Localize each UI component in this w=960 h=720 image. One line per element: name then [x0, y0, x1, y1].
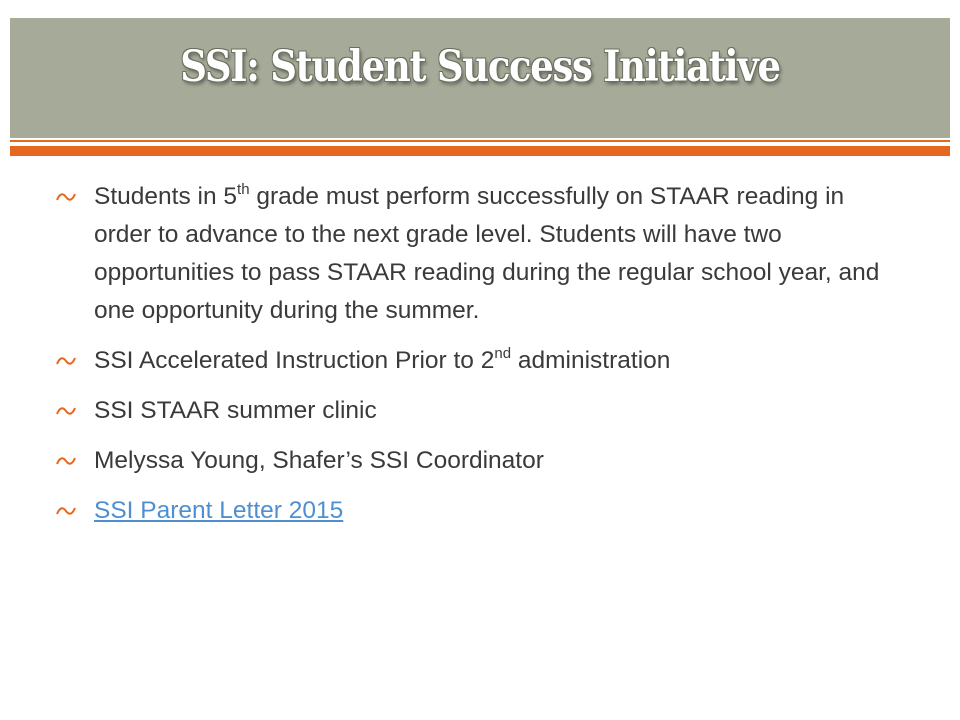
bullet-text: Students in 5	[94, 183, 238, 210]
accent-rule-thick	[10, 146, 950, 156]
bullet-text: administration	[511, 347, 671, 374]
bullet-item-summer-clinic	[56, 392, 896, 430]
wave-bullet-icon	[56, 191, 76, 203]
bullet-item-parent-letter	[56, 492, 896, 530]
bullet-item-ssi-requirement	[56, 178, 896, 330]
bullet-item-coordinator	[56, 442, 896, 480]
bullet-text: SSI STAAR summer clinic	[94, 397, 377, 424]
wave-bullet-icon	[56, 505, 76, 517]
bullet-text: Melyssa Young, Shafer’s SSI Coordinator	[94, 447, 544, 474]
slide-title: SSI: Student Success Initiative	[180, 42, 780, 92]
wave-bullet-icon	[56, 355, 76, 367]
bullet-text: SSI Accelerated Instruction Prior to 2	[94, 347, 495, 374]
ordinal-suffix: nd	[494, 345, 512, 362]
wave-bullet-icon	[56, 455, 76, 467]
accent-rule-thin	[10, 140, 950, 142]
bullet-item-accelerated-instruction	[56, 342, 896, 380]
bullet-text: grade must perform successfully on STAAR reading in order to advance to the next grade level. Students will have two opportunities to pass STAAR reading during the regular school year, and one opportunity during the summer.	[94, 183, 880, 324]
wave-bullet-icon	[56, 405, 76, 417]
parent-letter-link[interactable]: SSI Parent Letter 2015	[94, 497, 344, 524]
bullet-list	[56, 178, 896, 542]
ordinal-suffix: th	[237, 181, 250, 198]
